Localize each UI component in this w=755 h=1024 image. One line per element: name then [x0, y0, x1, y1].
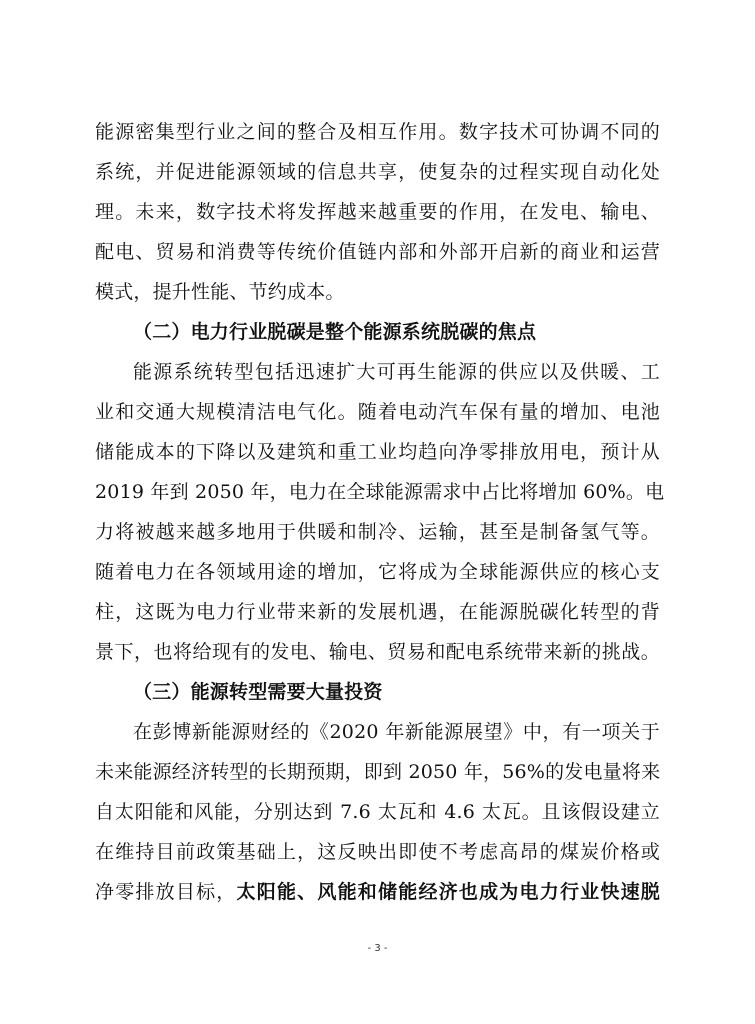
paragraph-line: 能源系统转型包括迅速扩大可再生能源的供应以及供暖、工 [133, 361, 660, 383]
paragraph-line: 在维持目前政策基础上，这反映出即使不考虑高昂的煤炭价格或 [95, 841, 660, 863]
paragraph-line: 理。未来，数字技术将发挥越来越重要的作用，在发电、输电、 [95, 201, 660, 223]
paragraph-line: 力将被越来越多地用于供暖和制冷、运输，甚至是制备氢气等。 [95, 521, 660, 543]
section-heading-3: （三）能源转型需要大量投资 [133, 681, 383, 703]
paragraph-line: 随着电力在各领域用途的增加，它将成为全球能源供应的核心支 [95, 561, 660, 583]
page-number: - 3 - [367, 943, 388, 954]
paragraph-line: 模式，提升性能、节约成本。 [95, 281, 345, 303]
paragraph-line: 系统，并促进能源领域的信息共享，使复杂的过程实现自动化处 [95, 161, 660, 183]
paragraph-line: 自太阳能和风能，分别达到 7.6 太瓦和 4.6 太瓦。且该假设建立 [95, 801, 660, 823]
paragraph-line-bold: 太阳能、风能和储能经济也成为电力行业快速脱 [236, 881, 661, 903]
paragraph-line: 景下，也将给现有的发电、输电、贸易和配电系统带来新的挑战。 [95, 641, 660, 663]
paragraph-line: 在彭博新能源财经的《2020 年新能源展望》中，有一项关于 [133, 721, 660, 743]
section-heading-2: （二）电力行业脱碳是整个能源系统脱碳的焦点 [133, 321, 537, 343]
paragraph-line-mixed [95, 872, 660, 912]
paragraph-line: 柱，这既为电力行业带来新的发展机遇，在能源脱碳化转型的背 [95, 601, 660, 623]
paragraph-line: 未来能源经济转型的长期预期，即到 2050 年，56%的发电量将来 [95, 761, 661, 783]
paragraph-line: 能源密集型行业之间的整合及相互作用。数字技术可协调不同的 [95, 121, 660, 143]
document-body [95, 112, 665, 912]
paragraph-line: 2019 年到 2050 年，电力在全球能源需求中占比将增加 60%。电 [95, 481, 665, 503]
paragraph-line-normal: 净零排放目标， [95, 881, 237, 903]
paragraph-line: 业和交通大规模清洁电气化。随着电动汽车保有量的增加、电池 [95, 401, 660, 423]
paragraph-line: 配电、贸易和消费等传统价值链内部和外部开启新的商业和运营 [95, 241, 660, 263]
paragraph-line: 储能成本的下降以及建筑和重工业均趋向净零排放用电，预计从 [95, 441, 660, 463]
